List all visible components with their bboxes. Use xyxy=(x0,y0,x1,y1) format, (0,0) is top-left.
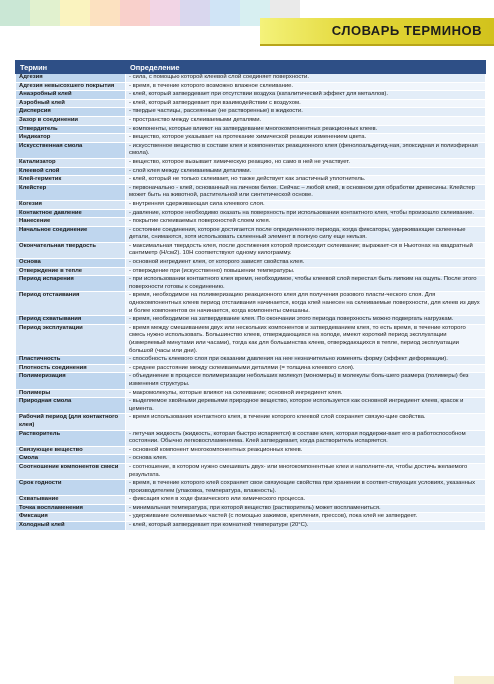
header-definition: Определение xyxy=(126,61,486,74)
table-row xyxy=(16,74,486,83)
term-cell: Срок годности xyxy=(16,480,126,496)
definition-cell: - отверждение при (искусственно) повышении температуры. xyxy=(126,267,486,276)
definition-cell: - при использовании контактного клея время, необходимое, чтобы клеевой слой перестал быть липким на ощупь. После этого поверхности готовы к соединению. xyxy=(126,276,486,292)
table-row xyxy=(16,389,486,398)
term-cell: Отверждение в тепле xyxy=(16,267,126,276)
definition-cell: - объединение в процессе полимеризации небольших молекул (мономеры) в молекулы боль-шего размера (полимеры) без изменения структуры. xyxy=(126,373,486,389)
color-swatch-strip xyxy=(0,0,300,26)
table-row xyxy=(16,226,486,242)
table-row xyxy=(16,176,486,185)
term-cell: Схватывание xyxy=(16,496,126,505)
term-cell: Точка воспламенения xyxy=(16,504,126,513)
definition-cell: - сила, с помощью которой клеевой слой соединяет поверхности. xyxy=(126,74,486,83)
term-cell: Основа xyxy=(16,259,126,268)
glossary-table xyxy=(15,60,486,531)
table-row xyxy=(16,496,486,505)
table-row xyxy=(16,158,486,167)
title-banner xyxy=(260,18,494,46)
definition-cell: - способность клеевого слоя при оказании давления на нее незначительно изменять форму (эффект деформации). xyxy=(126,356,486,365)
term-cell: Период испарения xyxy=(16,276,126,292)
color-swatch xyxy=(210,0,240,26)
definition-cell: - покрытие склеиваемых поверхностей слоем клея. xyxy=(126,218,486,227)
definition-cell: - макромолекулы, которые влияют на склеивание; основной ингредиент клея. xyxy=(126,389,486,398)
term-cell: Рабочий период (для контактного клея) xyxy=(16,414,126,430)
definition-cell: - время, необходимое на затвердевание клея. По окончании этого периода поверхность можно подвергать нагрузкам. xyxy=(126,316,486,325)
term-cell: Аэробный клей xyxy=(16,99,126,108)
definition-cell: - клей, который затвердевает при взаимодействии с воздухом. xyxy=(126,99,486,108)
definition-cell: - давление, которое необходимо оказать на поверхность при использовании контактного клея, чтобы произошло склеивание. xyxy=(126,209,486,218)
table-row xyxy=(16,116,486,125)
term-cell: Адгезия невысохшего покрытия xyxy=(16,82,126,91)
definition-cell: - слой клея между склеиваемыми деталями. xyxy=(126,167,486,176)
color-swatch xyxy=(0,0,30,26)
term-cell: Клеевой слой xyxy=(16,167,126,176)
term-cell: Когезия xyxy=(16,200,126,209)
table-row xyxy=(16,316,486,325)
definition-cell: - клей, который не только склеивает, но также действует как эластичный уплотнитель. xyxy=(126,176,486,185)
term-cell: Растворитель xyxy=(16,430,126,446)
glossary-table-container xyxy=(15,60,486,531)
definition-cell: - первоначально - клей, основанный на личном белке. Сейчас – любой клей, в основном для обработки древесины. Клейстер может быть на животной, растительной или синтетической основе. xyxy=(126,184,486,200)
table-row xyxy=(16,91,486,100)
page-title: СЛОВАРЬ ТЕРМИНОВ xyxy=(331,23,482,38)
definition-cell: - вещество, которое вызывает химическую реакцию, но само в ней не участвует. xyxy=(126,158,486,167)
definition-cell: - минимальная температура, при которой вещество (растворитель) может воспламениться. xyxy=(126,504,486,513)
table-row xyxy=(16,292,486,316)
term-cell: Клей-герметик xyxy=(16,176,126,185)
table-row xyxy=(16,99,486,108)
definition-cell: - состояние соединения, которое достигается после определенного периода, когда фиксаторы, удерживающие склеенные детали, снимаются, хотя использовать склеенный элемент в полную силу еще нельзя. xyxy=(126,226,486,242)
term-cell: Смола xyxy=(16,455,126,464)
table-row xyxy=(16,82,486,91)
table-row xyxy=(16,209,486,218)
term-cell: Фиксация xyxy=(16,513,126,522)
table-row xyxy=(16,480,486,496)
table-row xyxy=(16,463,486,479)
table-row xyxy=(16,446,486,455)
definition-cell: - максимальная твердость клея, после достижения которой происходит склеивание; выражает-ся в Ньютонах на квадратный сантиметр (Н/см2). 10Н соответствуют одному килограмму. xyxy=(126,242,486,258)
definition-cell: - компоненты, которые влияют на затвердевание многокомпонентных реакционных клеев. xyxy=(126,125,486,134)
definition-cell: - вещество, которое указывает на протекание химической реакции изменением цвета. xyxy=(126,134,486,143)
term-cell: Соотношение компонентов смеси xyxy=(16,463,126,479)
table-row xyxy=(16,414,486,430)
table-row xyxy=(16,324,486,355)
term-cell: Адгезия xyxy=(16,74,126,83)
table-row xyxy=(16,513,486,522)
definition-cell: - основной компонент многокомпонентных реакционных клеев. xyxy=(126,446,486,455)
definition-cell: - клей, который затвердевает при комнатной температуре (20°С). xyxy=(126,522,486,531)
table-row xyxy=(16,259,486,268)
definition-cell: - искусственное вещество в составе клея и компонентах реакционного клея (фенолоальдегид-ная, эпоксидная и полиэфирная смола). xyxy=(126,142,486,158)
table-header-row xyxy=(16,61,486,74)
table-row xyxy=(16,125,486,134)
term-cell: Контактное давление xyxy=(16,209,126,218)
definition-cell: - основной ингредиент клея, от которого зависят свойства клея. xyxy=(126,259,486,268)
table-row xyxy=(16,522,486,531)
table-row xyxy=(16,142,486,158)
term-cell: Анаэробный клей xyxy=(16,91,126,100)
table-row xyxy=(16,108,486,117)
table-row xyxy=(16,134,486,143)
term-cell: Окончательная твердость xyxy=(16,242,126,258)
term-cell: Природная смола xyxy=(16,398,126,414)
term-cell: Клейстер xyxy=(16,184,126,200)
header-term: Термин xyxy=(16,61,126,74)
term-cell: Искусственная смола xyxy=(16,142,126,158)
term-cell: Нанесение xyxy=(16,218,126,227)
corner-decoration xyxy=(454,676,494,684)
definition-cell: - соотношение, в котором нужно смешивать двух- или многокомпонентные клеи и наполните-ли, чтобы достичь желаемого результата. xyxy=(126,463,486,479)
table-row xyxy=(16,267,486,276)
color-swatch xyxy=(120,0,150,26)
table-row xyxy=(16,167,486,176)
definition-cell: - удерживание склеиваемых частей (с помощью зажимов, крепления, прессов), пока клей не затвердеет. xyxy=(126,513,486,522)
table-row xyxy=(16,364,486,373)
definition-cell: - выделяемое хвойными деревьями природное вещество, которое используется как основной ингредиент клеев, красок и цемента. xyxy=(126,398,486,414)
term-cell: Полимеры xyxy=(16,389,126,398)
color-swatch xyxy=(90,0,120,26)
definition-cell: - время, в течение которого клей сохраняет свои связующие свойства при хранении в соответ-ствующих условиях, указанных производителем (упаковка, температура, влажность). xyxy=(126,480,486,496)
term-cell: Пластичность xyxy=(16,356,126,365)
table-row xyxy=(16,218,486,227)
term-cell: Период эксплуатации xyxy=(16,324,126,355)
term-cell: Начальное соединение xyxy=(16,226,126,242)
table-row xyxy=(16,373,486,389)
definition-cell: - твердые частицы, рассеянные (не растворенные) в жидкости. xyxy=(126,108,486,117)
definition-cell: - внутренняя сдерживающая сила клеевого слоя. xyxy=(126,200,486,209)
definition-cell: - среднее расстояние между склеиваемыми деталями (= толщина клеевого слоя). xyxy=(126,364,486,373)
definition-cell: - время использования контактного клея, в течение которого клеевой слой сохраняет связую-щие свойства. xyxy=(126,414,486,430)
table-row xyxy=(16,504,486,513)
definition-cell: - пространство между склеиваемыми деталями. xyxy=(126,116,486,125)
term-cell: Дисперсия xyxy=(16,108,126,117)
definition-cell: - время, необходимое на полимеризацию реакционного клея для получения розового пласти-ческого слоя. Для однокомпонентных клеев период отстаивания начинается, когда клей нанесен на склеиваемые поверхности, для клеев из двух и более компонентов он начинается, когда компоненты смешаны. xyxy=(126,292,486,316)
definition-cell: - фиксация клея в ходе физического или химического процесса. xyxy=(126,496,486,505)
term-cell: Отвердитель xyxy=(16,125,126,134)
term-cell: Катализатор xyxy=(16,158,126,167)
table-row xyxy=(16,184,486,200)
color-swatch xyxy=(180,0,210,26)
table-row xyxy=(16,430,486,446)
definition-cell: - основа клея. xyxy=(126,455,486,464)
term-cell: Период схватывания xyxy=(16,316,126,325)
table-row xyxy=(16,200,486,209)
table-row xyxy=(16,455,486,464)
color-swatch xyxy=(60,0,90,26)
table-row xyxy=(16,242,486,258)
definition-cell: - время между смешиванием двух или нескольких компонентов и затвердеванием клея, то есть время, в течение которого смесь нужно использовать. Большинство клеев, отверждающихся на холоде, имеют короткий период эксплуатации (измеряемый минутами или часами), тогда как для большинства клеев, отверждающихся в тепле, период эксплуатации большой (часы или дни). xyxy=(126,324,486,355)
definition-cell: - клей, который затвердевает при отсутствии воздуха (каталитический эффект для металлов). xyxy=(126,91,486,100)
term-cell: Зазор в соединении xyxy=(16,116,126,125)
term-cell: Индикатор xyxy=(16,134,126,143)
term-cell: Полимеризация xyxy=(16,373,126,389)
term-cell: Холодный клей xyxy=(16,522,126,531)
color-swatch xyxy=(30,0,60,26)
table-row xyxy=(16,356,486,365)
table-row xyxy=(16,398,486,414)
term-cell: Связующее вещество xyxy=(16,446,126,455)
definition-cell: - время, в течение которого возможно влажное склеивание. xyxy=(126,82,486,91)
definition-cell: - летучая жидкость (жидкость, которая быстро испаряется) в составе клея, которая поддержи-вает его в работоспособном состоянии. Обычно легковоспламеняема. Клей затвердевает, когда растворитель испаряется. xyxy=(126,430,486,446)
color-swatch xyxy=(150,0,180,26)
table-row xyxy=(16,276,486,292)
term-cell: Период отстаивания xyxy=(16,292,126,316)
term-cell: Плотность соединения xyxy=(16,364,126,373)
